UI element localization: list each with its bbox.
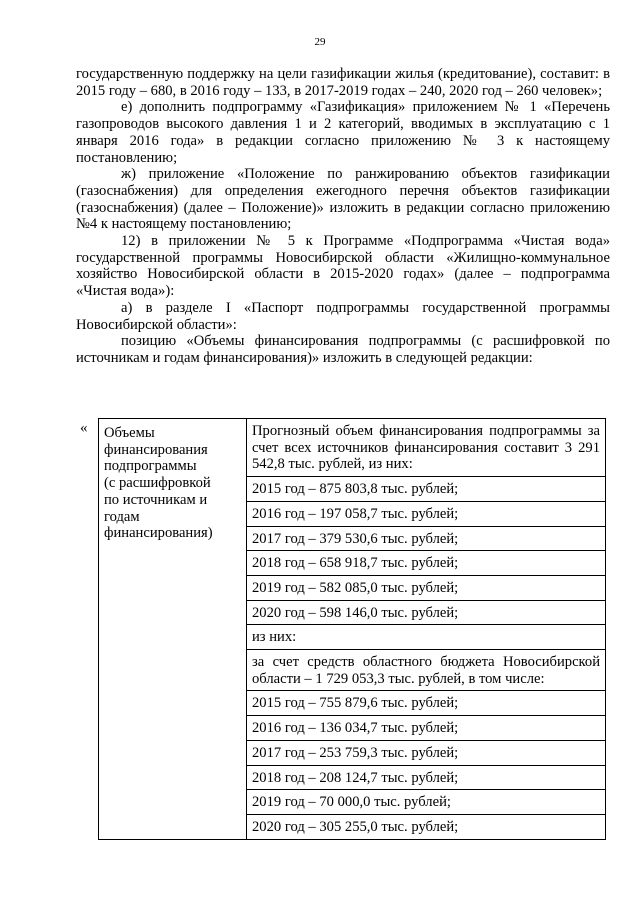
financing-line: 2020 год – 598 146,0 тыс. рублей;: [247, 601, 605, 626]
paragraph: ж) приложение «Положение по ранжированию объектов газификации (газоснабжения) для определения ежегодного перечня объектов газификации (газоснабжения) (далее – Положение)» изложить в редакции согласно приложению №4 к настоящему постановлению;: [76, 166, 610, 233]
financing-line: за счет средств областного бюджета Новосибирской области – 1 729 053,3 тыс. рублей, в том числе:: [247, 650, 605, 691]
financing-line: 2019 год – 70 000,0 тыс. рублей;: [247, 790, 605, 815]
paragraph: позицию «Объемы финансирования подпрограммы (с расшифровкой по источникам и годам финансирования)» изложить в следующей редакции:: [76, 333, 610, 366]
position-name-line: годам: [104, 508, 140, 525]
financing-line: 2016 год – 136 034,7 тыс. рублей;: [247, 716, 605, 741]
financing-line: 2015 год – 755 879,6 тыс. рублей;: [247, 691, 605, 716]
position-name-line: Объемы: [104, 425, 155, 441]
financing-line: 2020 год – 305 255,0 тыс. рублей;: [252, 818, 459, 835]
financing-line: 2017 год – 253 759,3 тыс. рублей;: [247, 741, 605, 766]
paragraph: а) в разделе I «Паспорт подпрограммы государственной программы Новосибирской области»:: [76, 299, 610, 333]
position-name-line: финансирования: [104, 441, 208, 458]
financing-line: 2017 год – 379 530,6 тыс. рублей;: [247, 527, 605, 552]
financing-line: 2015 год – 875 803,8 тыс. рублей;: [247, 477, 605, 502]
position-name-cell: [99, 419, 247, 840]
position-name-line: (с расшифровкой: [104, 475, 211, 492]
financing-line: 2019 год – 582 085,0 тыс. рублей;: [247, 576, 605, 601]
position-name-line: по источникам и: [104, 491, 208, 508]
paragraph: е) дополнить подпрограмму «Газификация» приложением № 1 «Перечень газопроводов высокого давления 1 и 2 категорий, вводимых в эксплуатацию с 1 января 2016 года» в редакции согласно приложению № 3 к настоящему постановлению;: [76, 99, 610, 166]
financing-line: Прогнозный объем финансирования подпрограммы за счет всех источников финансирования составит 3 291 542,8 тыс. рублей, из них:: [247, 419, 605, 477]
document-body: [76, 66, 610, 367]
paragraph: 12) в приложении № 5 к Программе «Подпрограмма «Чистая вода» государственной программы Новосибирской области «Жилищно-коммунальное хозяйство Новосибирской области в 2015-2020 годах» (далее – подпрограмма «Чистая вода»):: [76, 233, 610, 300]
financing-line: 2018 год – 208 124,7 тыс. рублей;: [247, 766, 605, 791]
financing-table: [98, 418, 606, 840]
position-name-line: финансирования): [104, 525, 213, 542]
financing-line: 2016 год – 197 058,7 тыс. рублей;: [247, 502, 605, 527]
financing-line: 2018 год – 658 918,7 тыс. рублей;: [247, 551, 605, 576]
table-row: [99, 419, 606, 840]
opening-quote-mark: «: [80, 420, 88, 436]
paragraph: государственную поддержку на цели газификации жилья (кредитование), составит: в 2015 году – 680, в 2016 году – 133, в 2017-2019 годах – 240, 2020 год – 260 человек»;: [76, 66, 610, 99]
financing-values-cell: [247, 419, 606, 840]
financing-line: из них:: [247, 625, 605, 650]
page-number: 29: [314, 36, 326, 48]
position-name-line: подпрограммы: [104, 458, 197, 475]
